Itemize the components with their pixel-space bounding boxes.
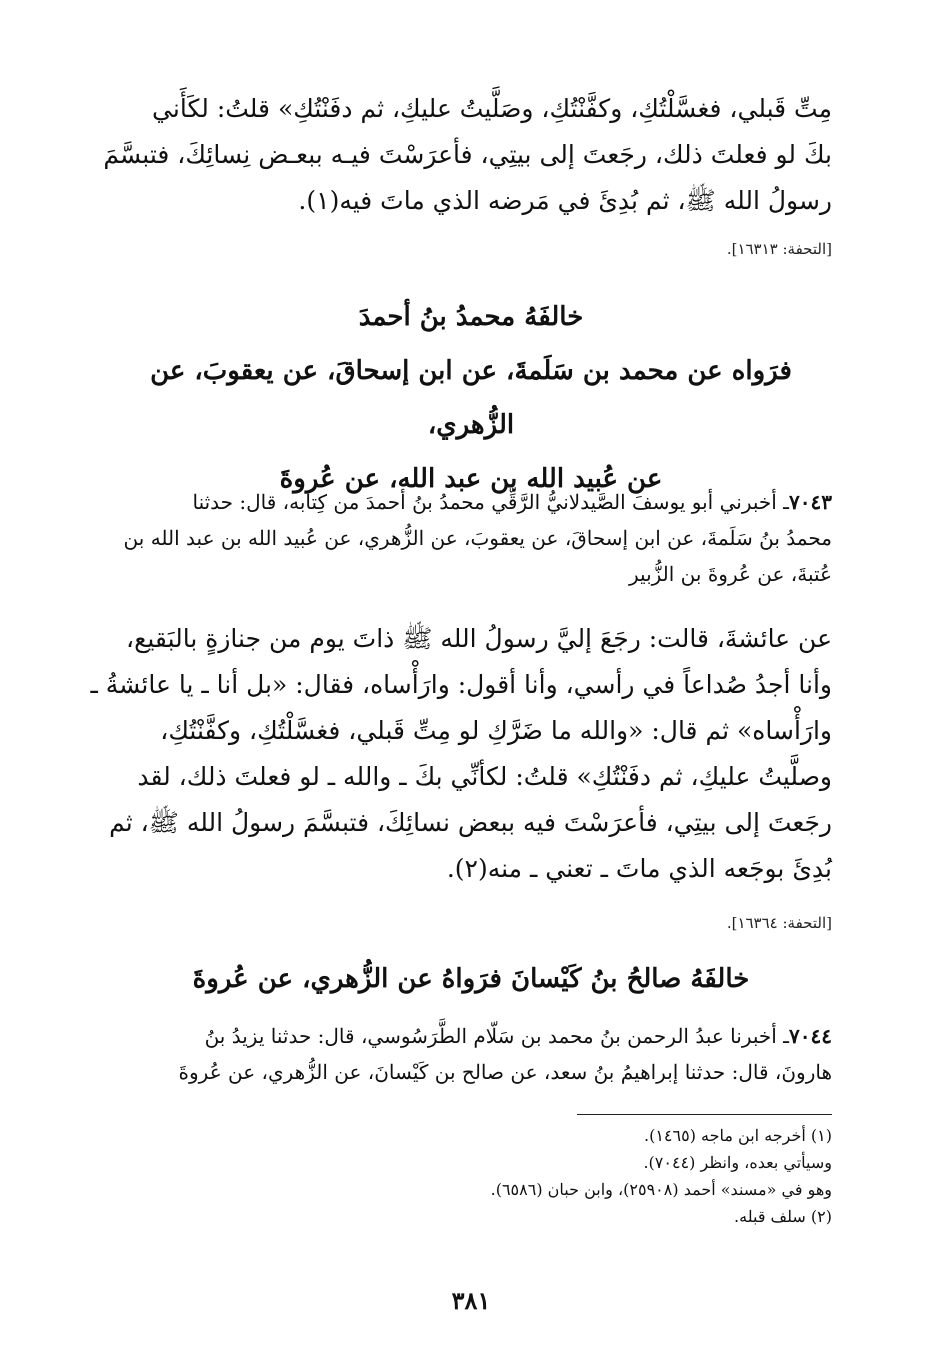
text-line: وأنا أجدُ صُداعاً في رأسي، وأنا أقول: وارَأْساه، فقال: «بل أنا ـ يا عائشةُ ـ (90, 670, 832, 699)
text-line: مِتِّ قَبلي، فغسَّلْتُكِ، وكفَّنْتُكِ، وصَلَّيتُ عليكِ، ثم دفَنْتُكِ» قلتُ: لكَأَني (152, 94, 832, 123)
footnote-line: وسيأتي بعده، وانظر (٧٠٤٤). (643, 1153, 832, 1172)
text-line: هارونَ، قال: حدثنا إبراهيمُ بنُ سعد، عن صالح بن كَيْسانَ، عن الزُّهري، عن عُروةَ (178, 1060, 832, 1084)
hadith-number: ٧٠٤٣ (789, 490, 832, 514)
tuhfa-reference: [التحفة: ١٦٣١٣]. (726, 240, 832, 258)
footnote-line: (١) أخرجه ابن ماجه (١٤٦٥). (644, 1126, 832, 1145)
text-line: رجَعتَ إلى بيتِي، فأعرَسْتَ فيه ببعض نسائِكَ، فتبسَّمَ رسولُ الله ﷺ، ثم (109, 808, 832, 837)
text-line: وصلَّيتُ عليكِ، ثم دفَنْتُكِ» قلتُ: لكأنِّي بكَ ـ والله ـ لو فعلتَ ذلك، لقد (137, 762, 832, 791)
footnote-line: وهو في «مسند» أحمد (٢٥٩٠٨)، وابن حبان (٦٥٨٦). (490, 1180, 832, 1199)
hadith-7043-isnad (110, 484, 832, 592)
hadith-number: ٧٠٤٤ (789, 1024, 832, 1048)
tuhfa-reference: [التحفة: ١٦٣٦٤]. (726, 914, 832, 932)
text-line: بكَ لو فعلتَ ذلك، رجَعتَ إلى بيتِي، فأعرَسْتَ فيـه ببعـض نِسائِكَ، فتبسَّمَ (103, 140, 832, 169)
text-line: عن عائشةَ، قالت: رجَعَ إليَّ رسولُ الله ﷺ ذاتَ يوم من جنازةٍ بالبَقيع، (126, 624, 832, 653)
section-heading: خالفَهُ صالحُ بنُ كَيْسانَ فرَواهُ عن الزُّهري، عن عُروةَ (192, 964, 750, 994)
text-line: رسولُ الله ﷺ، ثم بُدِئَ في مَرضه الذي ماتَ فيه(١). (298, 186, 832, 215)
hadith-7044-isnad (110, 1018, 832, 1090)
section-heading (110, 290, 832, 506)
heading-line: عن عُبيد الله بن عبد الله، عن عُروةَ (279, 464, 663, 494)
text-line: محمدُ بنُ سَلَمةَ، عن ابن إسحاقَ، عن يعقوبَ، عن الزُّهري، عن عُبيد الله بن عبد الله بن (123, 526, 832, 550)
heading-line: خالفَهُ محمدُ بنُ أحمدَ (358, 302, 584, 332)
continuation-paragraph (103, 86, 832, 224)
text-line: بُدِئَ بوجَعه الذي ماتَ ـ تعني ـ منه(٢). (446, 854, 832, 883)
heading-line: فرَواه عن محمد بن سَلَمةَ، عن ابن إسحاقَ، عن يعقوبَ، عن الزُّهري، (150, 356, 792, 440)
footnote-line: (٢) سلف قبله. (734, 1207, 832, 1226)
footnotes (332, 1122, 832, 1230)
text-line: عُتبةَ، عن عُروةَ بن الزُّبير (629, 562, 832, 586)
page-number: ٣٨١ (451, 1286, 491, 1315)
text-line: ٧٠٤٣ـ أخبرني أبو يوسفَ الصَّيدلانيُّ الرَّقِّي محمدُ بنُ أحمدَ من كِتابه، قال: حدثنا (192, 490, 832, 514)
text-line: وارَأْساه» ثم قال: «والله ما ضَرَّكِ لو مِتِّ قَبلي، فغسَّلْتُكِ، وكفَّنْتُكِ، (160, 716, 832, 745)
text-line: ٧٠٤٤ـ أخبرنا عبدُ الرحمن بنُ محمد بن سَلّام الطَّرَسُوسي، قال: حدثنا يزيدُ بنُ (204, 1024, 832, 1048)
hadith-7043-matn (90, 616, 832, 892)
footnote-divider (577, 1114, 832, 1115)
